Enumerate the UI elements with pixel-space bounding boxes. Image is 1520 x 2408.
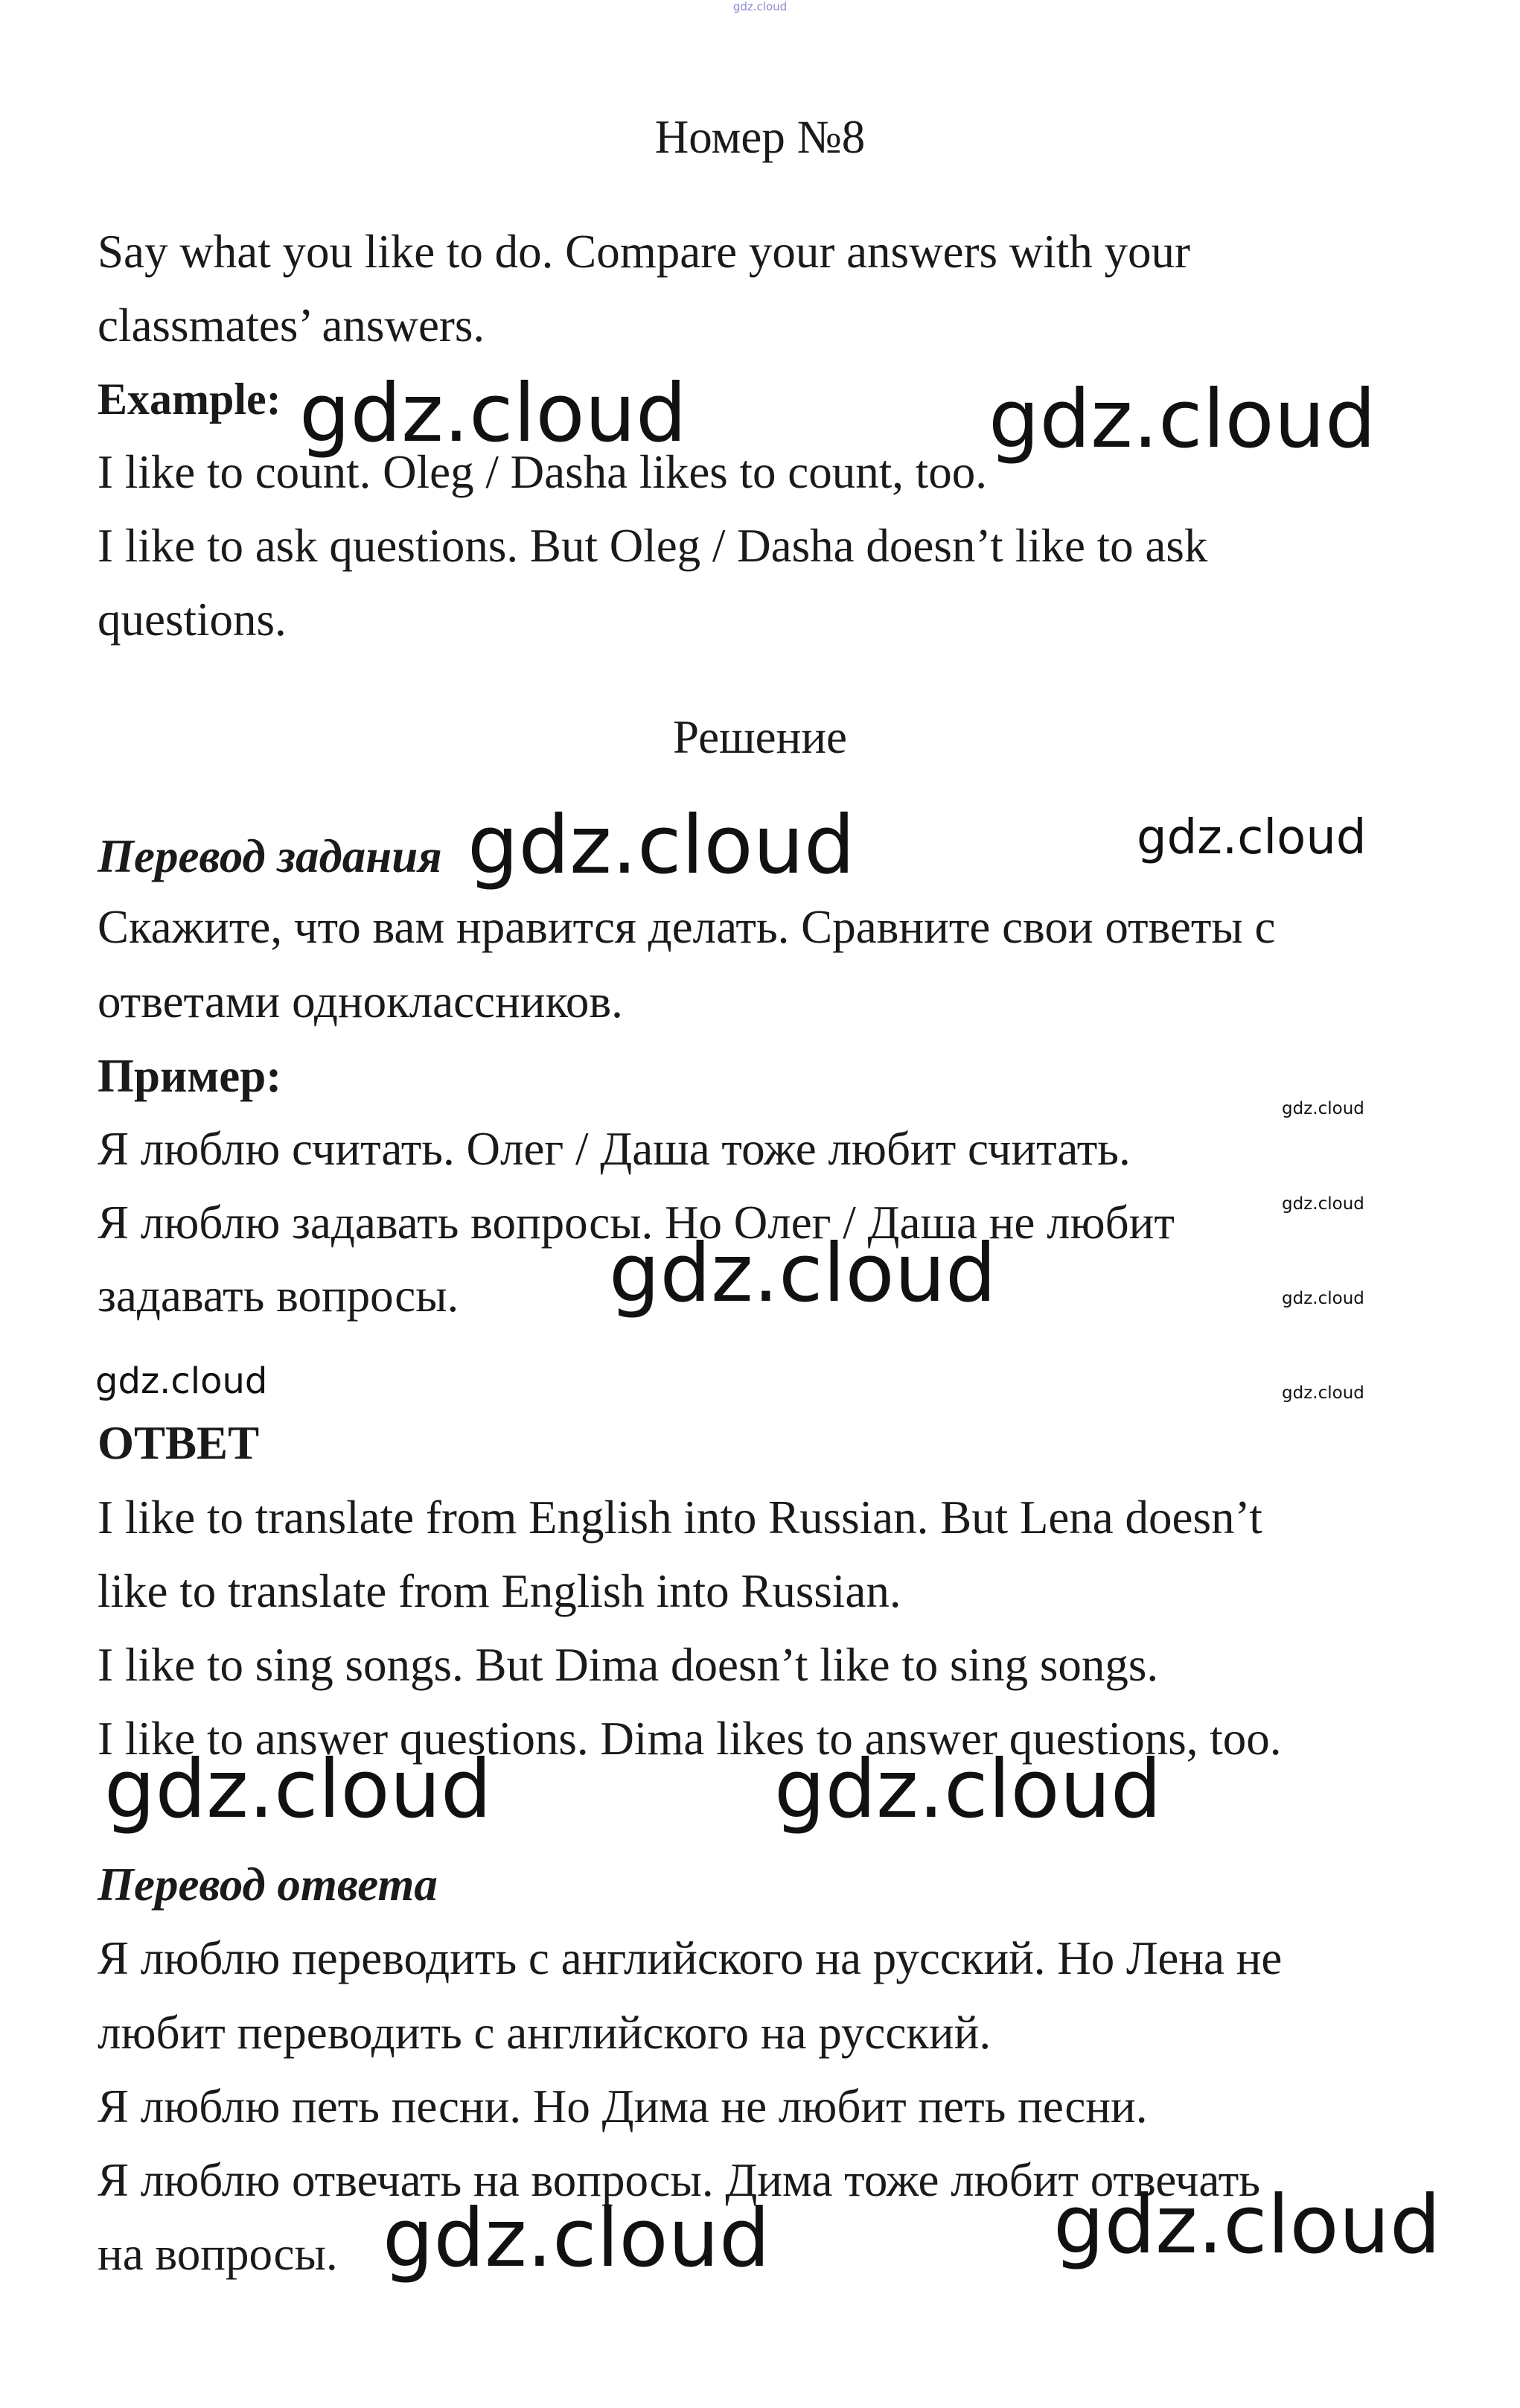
watermark: gdz.cloud bbox=[95, 1360, 268, 1402]
page-title: Номер №8 bbox=[654, 111, 866, 163]
task-translation-line-1: Скажите, что вам нравится делать. Сравните свои ответы с bbox=[98, 901, 1276, 953]
watermark: gdz.cloud bbox=[1053, 2179, 1441, 2272]
watermark: gdz.cloud bbox=[774, 1743, 1162, 1836]
example-label: Example: bbox=[98, 375, 281, 424]
russian-example-line-3: задавать вопросы. bbox=[98, 1270, 459, 1322]
answer-translation-line-5: на вопросы. bbox=[98, 2228, 338, 2280]
answer-translation-line-4: Я люблю отвечать на вопросы. Дима тоже любит отвечать bbox=[98, 2154, 1261, 2206]
watermark: gdz.cloud bbox=[1137, 810, 1367, 865]
watermark-top: gdz.cloud bbox=[732, 0, 788, 13]
answer-translation-line-2: любит переводить с английского на русский. bbox=[98, 2007, 991, 2059]
watermark: gdz.cloud bbox=[609, 1227, 997, 1320]
russian-example-label: Пример: bbox=[98, 1050, 282, 1102]
answer-line-4: I like to answer questions. Dima likes to answer questions, too. bbox=[98, 1713, 1282, 1765]
answer-label: ОТВЕТ bbox=[98, 1417, 260, 1469]
watermark: gdz.cloud bbox=[989, 373, 1376, 466]
example-line-1: I like to count. Oleg / Dasha likes to count, too. bbox=[98, 446, 988, 498]
answer-line-3: I like to sing songs. But Dima doesn’t like to sing songs. bbox=[98, 1639, 1159, 1691]
watermark: gdz.cloud bbox=[1282, 1289, 1364, 1308]
solution-heading: Решение bbox=[672, 711, 848, 763]
task-translation-line-2: ответами одноклассников. bbox=[98, 975, 623, 1028]
answer-line-2: like to translate from English into Russian. bbox=[98, 1565, 901, 1617]
task-translation-label: Перевод задания bbox=[98, 830, 442, 882]
russian-example-line-2: Я люблю задавать вопросы. Но Олег / Даша не любит bbox=[98, 1197, 1175, 1249]
watermark: gdz.cloud bbox=[1282, 1099, 1364, 1118]
example-line-3: questions. bbox=[98, 593, 287, 646]
watermark: gdz.cloud bbox=[299, 367, 687, 460]
watermark: gdz.cloud bbox=[104, 1743, 492, 1836]
answer-line-1: I like to translate from English into Russian. But Lena doesn’t bbox=[98, 1491, 1262, 1544]
russian-example-line-1: Я люблю считать. Олег / Даша тоже любит считать. bbox=[98, 1123, 1131, 1175]
answer-translation-line-1: Я люблю переводить с английского на русский. Но Лена не bbox=[98, 1932, 1283, 1984]
task-text-line-1: Say what you like to do. Compare your answers with your bbox=[98, 226, 1191, 278]
answer-translation-label: Перевод ответа bbox=[98, 1858, 438, 1911]
answer-translation-line-3: Я люблю петь песни. Но Дима не любит петь песни. bbox=[98, 2080, 1148, 2133]
example-line-2: I like to ask questions. But Oleg / Dasha doesn’t like to ask bbox=[98, 520, 1208, 572]
watermark: gdz.cloud bbox=[1282, 1194, 1364, 1214]
watermark: gdz.cloud bbox=[383, 2192, 770, 2285]
watermark: gdz.cloud bbox=[467, 799, 855, 892]
watermark: gdz.cloud bbox=[1282, 1383, 1364, 1403]
task-text-line-2: classmates’ answers. bbox=[98, 299, 485, 351]
